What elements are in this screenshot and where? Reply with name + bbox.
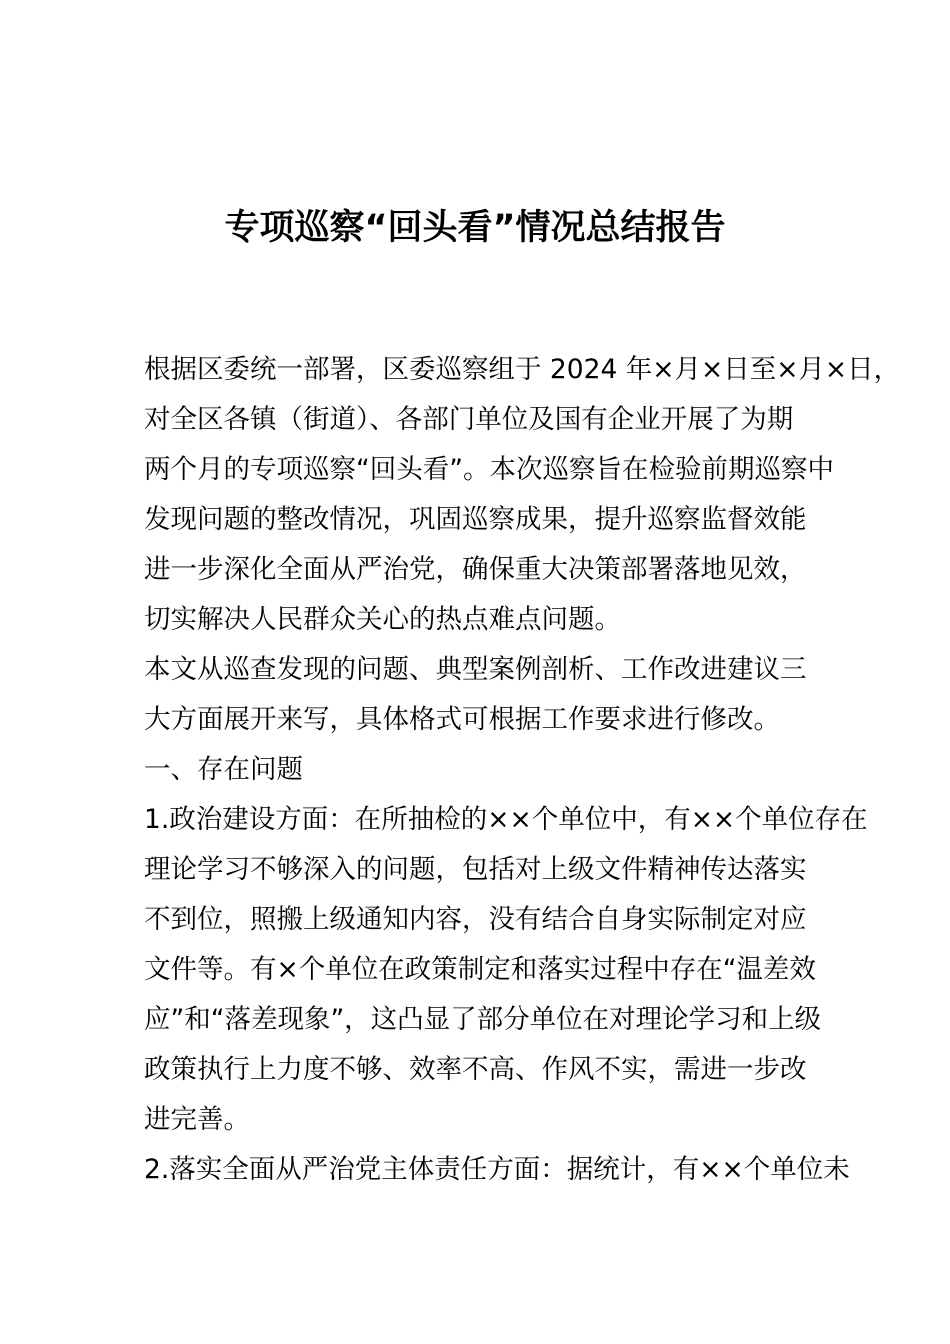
text-line: 切实解决人民群众关心的热点难点问题。 [144, 604, 621, 635]
text-line: 大方面展开来写，具体格式可根据工作要求进行修改。 [144, 704, 780, 735]
text-line: 两个月的专项巡察“回头看”。本次巡察旨在检验前期巡察中 [144, 454, 834, 485]
text-line: 进一步深化全面从严治党，确保重大决策部署落地见效， [144, 554, 807, 585]
text-line: 理论学习不够深入的问题，包括对上级文件精神传达落实 [144, 854, 807, 885]
text-line: 2.落实全面从严治党主体责任方面：据统计，有××个单位未 [144, 1154, 850, 1185]
document-title: 专项巡察“回头看”情况总结报告 [224, 208, 726, 248]
document-body [144, 345, 901, 1195]
text-line: 进完善。 [144, 1104, 250, 1135]
text-line: 不到位，照搬上级通知内容，没有结合自身实际制定对应 [144, 904, 807, 935]
text-line: 本文从巡查发现的问题、典型案例剖析、工作改进建议三 [144, 654, 807, 685]
text-line: 1.政治建设方面：在所抽检的××个单位中，有××个单位存在 [144, 804, 868, 835]
text-line: 政策执行上力度不够、效率不高、作风不实，需进一步改 [144, 1054, 807, 1085]
section-heading: 一、存在问题 [144, 754, 303, 785]
text-line: 对全区各镇（街道）、各部门单位及国有企业开展了为期 [144, 404, 794, 435]
text-line: 文件等。有×个单位在政策制定和落实过程中存在“温差效 [144, 954, 816, 985]
text-line: 发现问题的整改情况，巩固巡察成果，提升巡察监督效能 [144, 504, 807, 535]
text-line: 根据区委统一部署，区委巡察组于 2024 年×月×日至×月×日， [144, 354, 901, 385]
text-line: 应”和“落差现象”，这凸显了部分单位在对理论学习和上级 [144, 1004, 822, 1035]
